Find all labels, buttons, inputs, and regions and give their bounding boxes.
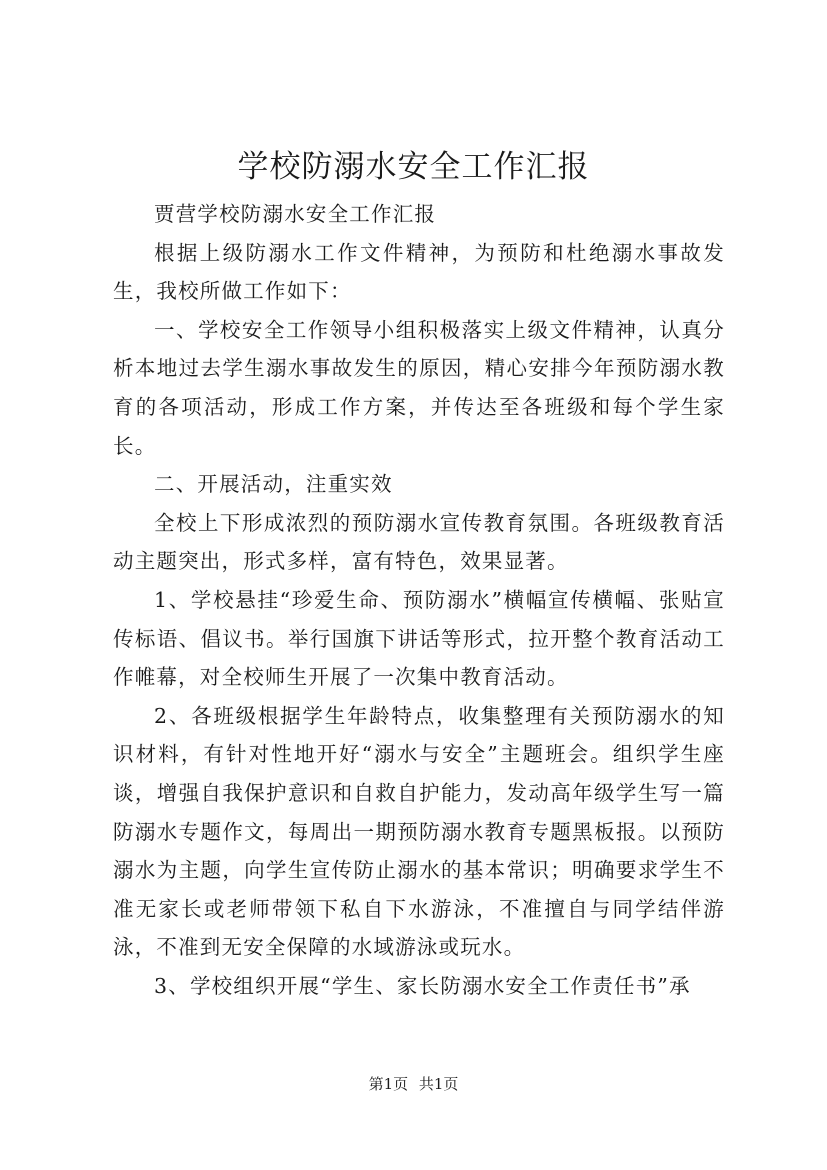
- paragraph-item-1: 1、学校悬挂“珍爱生命、预防溺水”横幅宣传横幅、张贴宣传标语、倡议书。举行国旗下讲话等形式，拉开整个教育活动工作帷幕，对全校师生开展了一次集中教育活动。: [113, 587, 725, 690]
- paragraph-intro: 根据上级防溺水工作文件精神，为预防和杜绝溺水事故发生，我校所做工作如下：: [113, 240, 725, 304]
- document-body: [113, 195, 725, 1005]
- page-total: 共1页: [418, 1075, 459, 1093]
- paragraph-item-2: 2、各班级根据学生年龄特点，收集整理有关预防溺水的知识材料，有针对性地开好“溺水与安全”主题班会。组织学生座谈，增强自我保护意识和自救自护能力，发动高年级学生写一篇防溺水专题作文，每周出一期预防溺水教育专题黑板报。以预防溺水为主题，向学生宣传防止溺水的基本常识；明确要求学生不准无家长或老师带领下私自下水游泳，不准擅自与同学结伴游泳，不准到无安全保障的水域游泳或玩水。: [113, 703, 725, 960]
- paragraph-subtitle: 贾营学校防溺水安全工作汇报: [154, 202, 437, 226]
- paragraph-atmosphere: 全校上下形成浓烈的预防溺水宣传教育氛围。各班级教育活动主题突出，形式多样，富有特色，效果显著。: [113, 510, 725, 574]
- paragraph-item-3: 3、学校组织开展“学生、家长防溺水安全工作责任书”承: [154, 973, 691, 998]
- paragraph-section-2-heading: 二、开展活动，注重实效: [154, 472, 393, 497]
- paragraph-section-1: 一、学校安全工作领导小组积极落实上级文件精神，认真分析本地过去学生溺水事故发生的原因，精心安排今年预防溺水教育的各项活动，形成工作方案，并传达至各班级和每个学生家长。: [113, 317, 725, 458]
- page-footer: [0, 1074, 827, 1094]
- document-title: 学校防溺水安全工作汇报: [237, 149, 590, 185]
- page-number: 第1页: [368, 1075, 409, 1093]
